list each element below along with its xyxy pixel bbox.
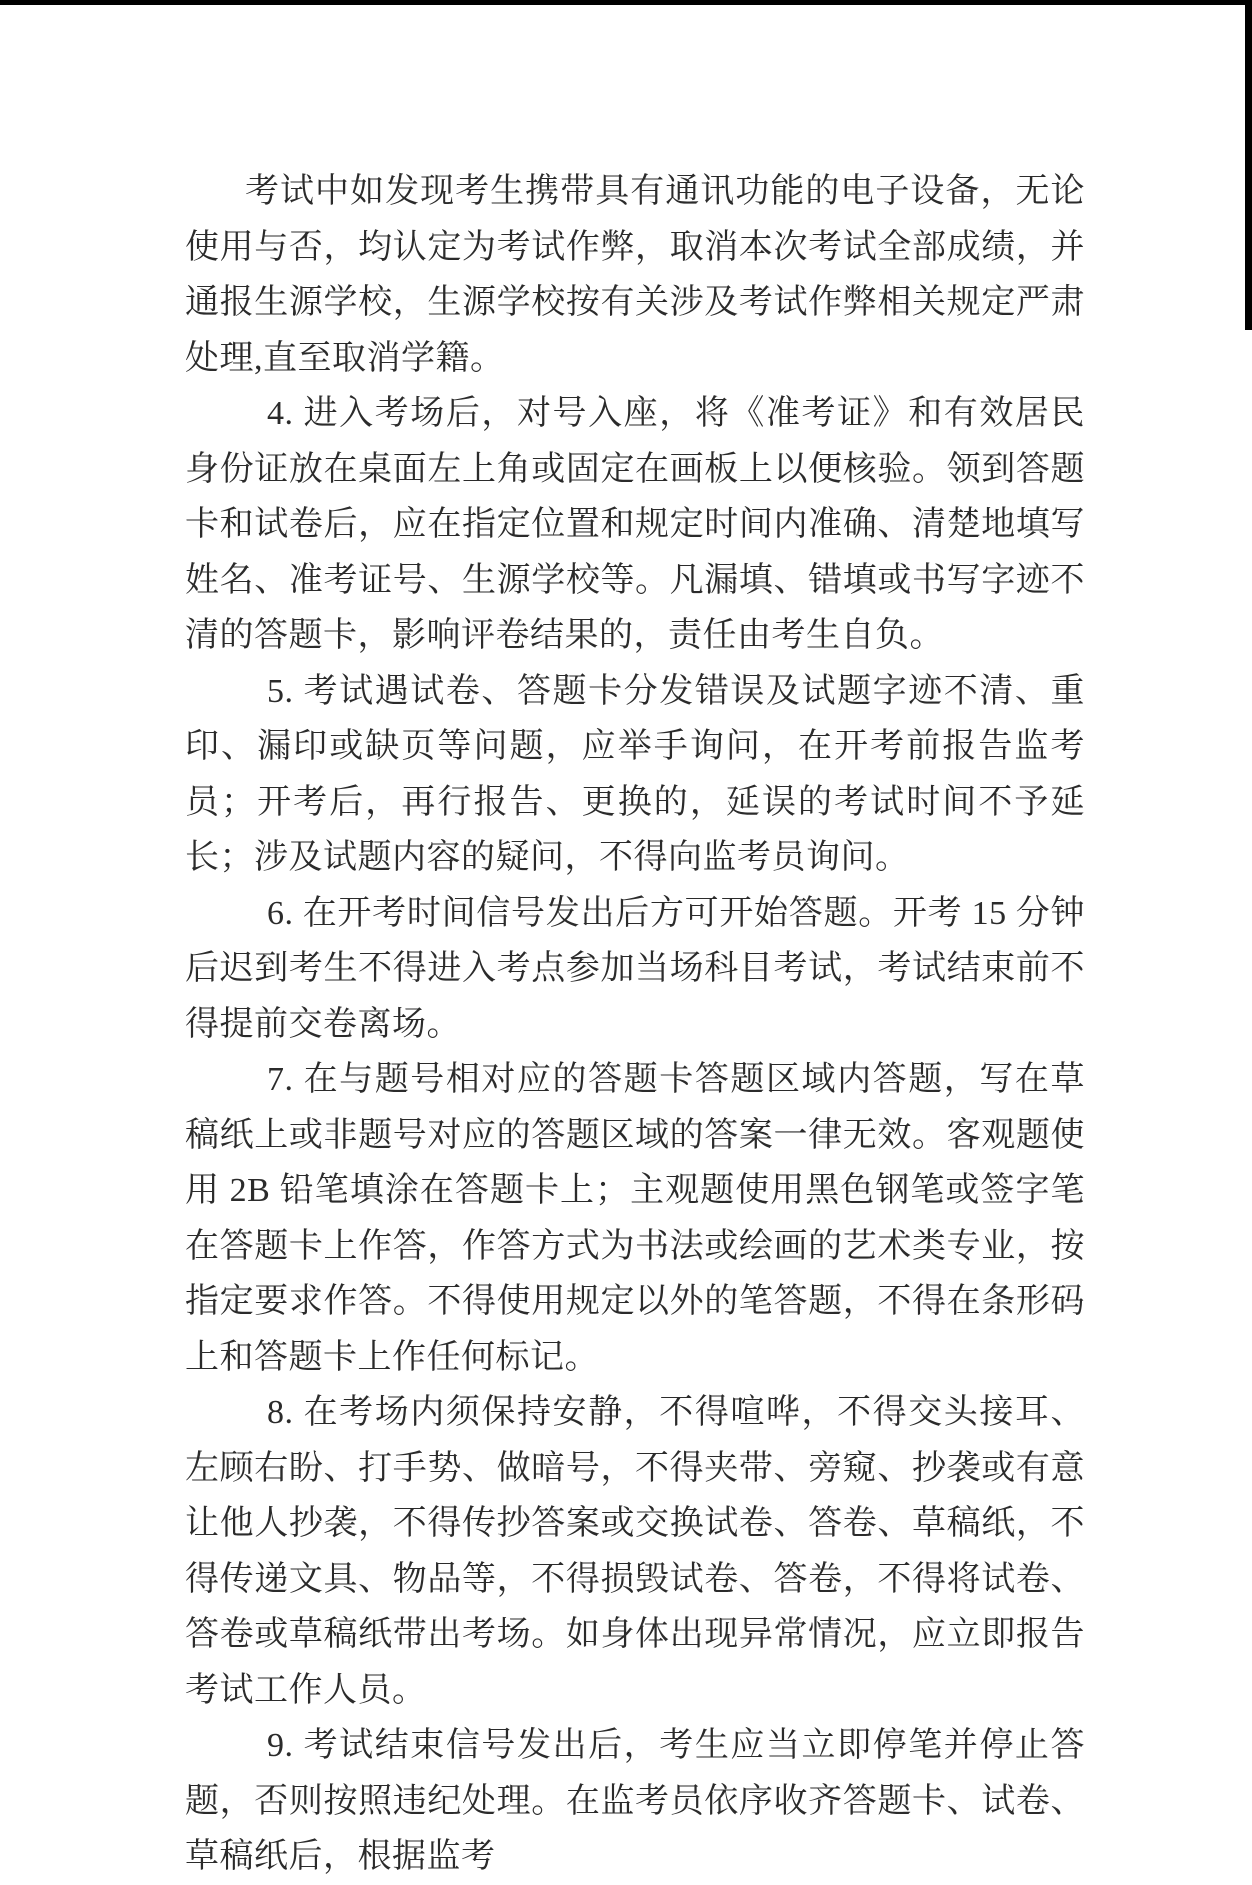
paragraph-cheating-consequence: 考试中如发现考生携带具有通讯功能的电子设备，无论使用与否，均认定为考试作弊，取消本次考试全部成绩，并通报生源学校，生源学校按有关涉及考试作弊相关规定严肃处理,直至取消学籍。 xyxy=(185,173,1085,377)
scan-artifact-top-edge xyxy=(0,0,1252,5)
paragraph-rule-9: 9. 考试结束信号发出后，考生应当立即停笔并停止答题，否则按照违纪处理。在监考员依序收齐答题卡、试卷、草稿纸后，根据监考 xyxy=(185,1727,1085,1875)
paragraph-rule-4: 4. 进入考场后，对号入座，将《准考证》和有效居民身份证放在桌面左上角或固定在画板上以便核验。领到答题卡和试卷后，应在指定位置和规定时间内准确、清楚地填写姓名、准考证号、生源学校等。凡漏填、错填或书写字迹不清的答题卡，影响评卷结果的，责任由考生自负。 xyxy=(185,395,1085,654)
paragraph-rule-7: 7. 在与题号相对应的答题卡答题区域内答题，写在草稿纸上或非题号对应的答题区域的答案一律无效。客观题使用 2B 铅笔填涂在答题卡上；主观题使用黑色钢笔或签字笔在答题卡上作答，作答方式为书法或绘画的艺术类专业，按指定要求作答。不得使用规定以外的笔答题，不得在条形码上和答题卡上作任何标记。 xyxy=(185,1061,1085,1376)
document-body-text xyxy=(185,164,1085,1885)
paragraph-rule-6: 6. 在开考时间信号发出后方可开始答题。开考 15 分钟后迟到考生不得进入考点参加当场科目考试，考试结束前不得提前交卷离场。 xyxy=(185,894,1085,1043)
paragraph-rule-5: 5. 考试遇试卷、答题卡分发错误及试题字迹不清、重印、漏印或缺页等问题，应举手询问，在开考前报告监考员；开考后，再行报告、更换的，延误的考试时间不予延长；涉及试题内容的疑问，不得向监考员询问。 xyxy=(185,672,1085,876)
paragraph-rule-8: 8. 在考场内须保持安静，不得喧哗，不得交头接耳、左顾右盼、打手势、做暗号，不得夹带、旁窥、抄袭或有意让他人抄袭，不得传抄答案或交换试卷、答卷、草稿纸，不得传递文具、物品等，不得损毁试卷、答卷，不得将试卷、答卷或草稿纸带出考场。如身体出现异常情况，应立即报告考试工作人员。 xyxy=(185,1394,1085,1709)
scan-artifact-right-edge xyxy=(1245,0,1252,330)
